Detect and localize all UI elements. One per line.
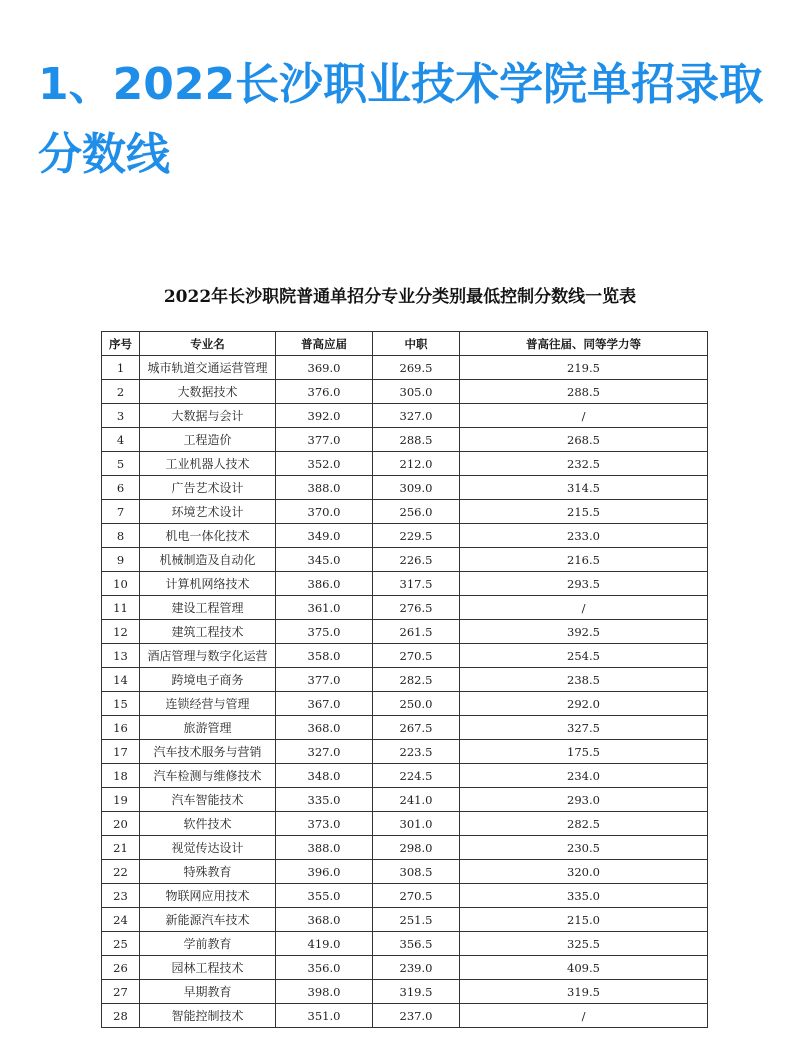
cell-major: 城市轨道交通运营管理 <box>140 356 276 380</box>
cell-major: 建筑工程技术 <box>140 620 276 644</box>
cell-vocational: 270.5 <box>373 884 460 908</box>
table-row <box>102 692 708 716</box>
cell-major: 酒店管理与数字化运营 <box>140 644 276 668</box>
cell-vocational: 267.5 <box>373 716 460 740</box>
cell-general-previous: 268.5 <box>460 428 708 452</box>
table-row <box>102 668 708 692</box>
cell-vocational: 309.0 <box>373 476 460 500</box>
cell-index: 5 <box>102 452 140 476</box>
table-row <box>102 884 708 908</box>
cell-index: 12 <box>102 620 140 644</box>
table-row <box>102 812 708 836</box>
cell-general-previous: 215.5 <box>460 500 708 524</box>
cell-general-previous: 232.5 <box>460 452 708 476</box>
cell-vocational: 229.5 <box>373 524 460 548</box>
cell-index: 24 <box>102 908 140 932</box>
cell-major: 特殊教育 <box>140 860 276 884</box>
cell-major: 环境艺术设计 <box>140 500 276 524</box>
table-row <box>102 500 708 524</box>
cell-vocational: 298.0 <box>373 836 460 860</box>
cell-vocational: 308.5 <box>373 860 460 884</box>
cell-general-previous: 292.0 <box>460 692 708 716</box>
cell-major: 智能控制技术 <box>140 1004 276 1028</box>
cell-general-previous: 254.5 <box>460 644 708 668</box>
cell-index: 9 <box>102 548 140 572</box>
cell-major: 机械制造及自动化 <box>140 548 276 572</box>
cell-index: 18 <box>102 764 140 788</box>
score-table <box>101 331 708 1028</box>
cell-major: 新能源汽车技术 <box>140 908 276 932</box>
cell-index: 2 <box>102 380 140 404</box>
cell-major: 工业机器人技术 <box>140 452 276 476</box>
cell-general-previous: 314.5 <box>460 476 708 500</box>
cell-vocational: 319.5 <box>373 980 460 1004</box>
table-row <box>102 524 708 548</box>
cell-index: 8 <box>102 524 140 548</box>
cell-general-previous: 175.5 <box>460 740 708 764</box>
page-heading: 1、2022长沙职业技术学院单招录取分数线 <box>38 59 764 180</box>
cell-general-fresh: 349.0 <box>276 524 373 548</box>
cell-index: 27 <box>102 980 140 1004</box>
cell-major: 汽车检测与维修技术 <box>140 764 276 788</box>
cell-vocational: 250.0 <box>373 692 460 716</box>
cell-general-previous: 392.5 <box>460 620 708 644</box>
cell-vocational: 237.0 <box>373 1004 460 1028</box>
cell-general-fresh: 375.0 <box>276 620 373 644</box>
cell-general-fresh: 356.0 <box>276 956 373 980</box>
cell-general-fresh: 368.0 <box>276 908 373 932</box>
table-row <box>102 956 708 980</box>
cell-vocational: 301.0 <box>373 812 460 836</box>
table-row <box>102 476 708 500</box>
cell-general-previous: 327.5 <box>460 716 708 740</box>
cell-general-previous: 238.5 <box>460 668 708 692</box>
cell-general-fresh: 358.0 <box>276 644 373 668</box>
cell-index: 28 <box>102 1004 140 1028</box>
table-row <box>102 740 708 764</box>
cell-general-fresh: 419.0 <box>276 932 373 956</box>
cell-general-fresh: 367.0 <box>276 692 373 716</box>
cell-index: 21 <box>102 836 140 860</box>
cell-index: 14 <box>102 668 140 692</box>
cell-vocational: 261.5 <box>373 620 460 644</box>
table-row <box>102 596 708 620</box>
table-row <box>102 980 708 1004</box>
cell-general-fresh: 327.0 <box>276 740 373 764</box>
cell-general-previous: 325.5 <box>460 932 708 956</box>
cell-general-previous: / <box>460 404 708 428</box>
cell-index: 16 <box>102 716 140 740</box>
cell-index: 13 <box>102 644 140 668</box>
cell-index: 25 <box>102 932 140 956</box>
cell-vocational: 317.5 <box>373 572 460 596</box>
cell-major: 大数据技术 <box>140 380 276 404</box>
cell-general-previous: 233.0 <box>460 524 708 548</box>
cell-general-fresh: 396.0 <box>276 860 373 884</box>
table-row <box>102 356 708 380</box>
cell-major: 软件技术 <box>140 812 276 836</box>
cell-major: 园林工程技术 <box>140 956 276 980</box>
cell-index: 1 <box>102 356 140 380</box>
cell-general-previous: / <box>460 1004 708 1028</box>
cell-vocational: 224.5 <box>373 764 460 788</box>
cell-vocational: 223.5 <box>373 740 460 764</box>
cell-major: 学前教育 <box>140 932 276 956</box>
cell-index: 23 <box>102 884 140 908</box>
cell-major: 视觉传达设计 <box>140 836 276 860</box>
cell-vocational: 226.5 <box>373 548 460 572</box>
cell-vocational: 327.0 <box>373 404 460 428</box>
cell-general-previous: 219.5 <box>460 356 708 380</box>
cell-index: 22 <box>102 860 140 884</box>
table-body <box>102 356 708 1028</box>
cell-major: 广告艺术设计 <box>140 476 276 500</box>
cell-general-previous: / <box>460 596 708 620</box>
cell-general-fresh: 392.0 <box>276 404 373 428</box>
cell-index: 4 <box>102 428 140 452</box>
cell-vocational: 282.5 <box>373 668 460 692</box>
cell-vocational: 356.5 <box>373 932 460 956</box>
table-row <box>102 404 708 428</box>
cell-vocational: 269.5 <box>373 356 460 380</box>
cell-general-previous: 293.0 <box>460 788 708 812</box>
cell-general-previous: 409.5 <box>460 956 708 980</box>
cell-general-fresh: 377.0 <box>276 428 373 452</box>
cell-general-previous: 320.0 <box>460 860 708 884</box>
cell-major: 工程造价 <box>140 428 276 452</box>
table-row <box>102 932 708 956</box>
cell-general-fresh: 398.0 <box>276 980 373 1004</box>
cell-general-fresh: 335.0 <box>276 788 373 812</box>
cell-vocational: 241.0 <box>373 788 460 812</box>
cell-vocational: 270.5 <box>373 644 460 668</box>
table-row <box>102 860 708 884</box>
cell-vocational: 276.5 <box>373 596 460 620</box>
cell-major: 连锁经营与管理 <box>140 692 276 716</box>
cell-general-previous: 230.5 <box>460 836 708 860</box>
cell-general-fresh: 345.0 <box>276 548 373 572</box>
cell-major: 机电一体化技术 <box>140 524 276 548</box>
cell-general-fresh: 370.0 <box>276 500 373 524</box>
table-row <box>102 380 708 404</box>
cell-index: 3 <box>102 404 140 428</box>
cell-general-previous: 216.5 <box>460 548 708 572</box>
table-header-row <box>102 332 708 356</box>
cell-general-previous: 288.5 <box>460 380 708 404</box>
cell-major: 建设工程管理 <box>140 596 276 620</box>
header-general-fresh: 普高应届 <box>276 332 373 356</box>
table-row <box>102 452 708 476</box>
cell-vocational: 212.0 <box>373 452 460 476</box>
cell-general-fresh: 352.0 <box>276 452 373 476</box>
cell-general-fresh: 388.0 <box>276 836 373 860</box>
table-row <box>102 908 708 932</box>
cell-general-previous: 319.5 <box>460 980 708 1004</box>
cell-vocational: 288.5 <box>373 428 460 452</box>
cell-major: 物联网应用技术 <box>140 884 276 908</box>
cell-general-fresh: 348.0 <box>276 764 373 788</box>
cell-index: 7 <box>102 500 140 524</box>
header-vocational: 中职 <box>373 332 460 356</box>
cell-vocational: 239.0 <box>373 956 460 980</box>
header-major: 专业名 <box>140 332 276 356</box>
table-row <box>102 428 708 452</box>
cell-general-fresh: 388.0 <box>276 476 373 500</box>
cell-major: 大数据与会计 <box>140 404 276 428</box>
table-row <box>102 836 708 860</box>
cell-general-fresh: 373.0 <box>276 812 373 836</box>
cell-general-previous: 282.5 <box>460 812 708 836</box>
cell-vocational: 256.0 <box>373 500 460 524</box>
cell-general-previous: 335.0 <box>460 884 708 908</box>
cell-general-fresh: 377.0 <box>276 668 373 692</box>
cell-general-fresh: 361.0 <box>276 596 373 620</box>
cell-general-previous: 293.5 <box>460 572 708 596</box>
cell-major: 汽车技术服务与营销 <box>140 740 276 764</box>
cell-general-fresh: 355.0 <box>276 884 373 908</box>
table-row <box>102 644 708 668</box>
table-row <box>102 764 708 788</box>
cell-index: 17 <box>102 740 140 764</box>
header-index: 序号 <box>102 332 140 356</box>
cell-index: 10 <box>102 572 140 596</box>
cell-major: 计算机网络技术 <box>140 572 276 596</box>
table-row <box>102 548 708 572</box>
cell-index: 6 <box>102 476 140 500</box>
cell-general-fresh: 386.0 <box>276 572 373 596</box>
cell-major: 旅游管理 <box>140 716 276 740</box>
cell-index: 15 <box>102 692 140 716</box>
cell-major: 跨境电子商务 <box>140 668 276 692</box>
cell-major: 早期教育 <box>140 980 276 1004</box>
cell-index: 26 <box>102 956 140 980</box>
header-general-previous: 普高往届、同等学力等 <box>460 332 708 356</box>
cell-general-previous: 234.0 <box>460 764 708 788</box>
cell-general-fresh: 376.0 <box>276 380 373 404</box>
table-row <box>102 716 708 740</box>
table-row <box>102 1004 708 1028</box>
cell-index: 20 <box>102 812 140 836</box>
table-row <box>102 572 708 596</box>
cell-vocational: 251.5 <box>373 908 460 932</box>
cell-vocational: 305.0 <box>373 380 460 404</box>
cell-general-fresh: 369.0 <box>276 356 373 380</box>
cell-index: 11 <box>102 596 140 620</box>
cell-general-fresh: 351.0 <box>276 1004 373 1028</box>
table-row <box>102 788 708 812</box>
cell-general-previous: 215.0 <box>460 908 708 932</box>
cell-general-fresh: 368.0 <box>276 716 373 740</box>
table-row <box>102 620 708 644</box>
cell-major: 汽车智能技术 <box>140 788 276 812</box>
cell-index: 19 <box>102 788 140 812</box>
table-title: 2022年长沙职院普通单招分专业分类别最低控制分数线一览表 <box>163 287 637 307</box>
